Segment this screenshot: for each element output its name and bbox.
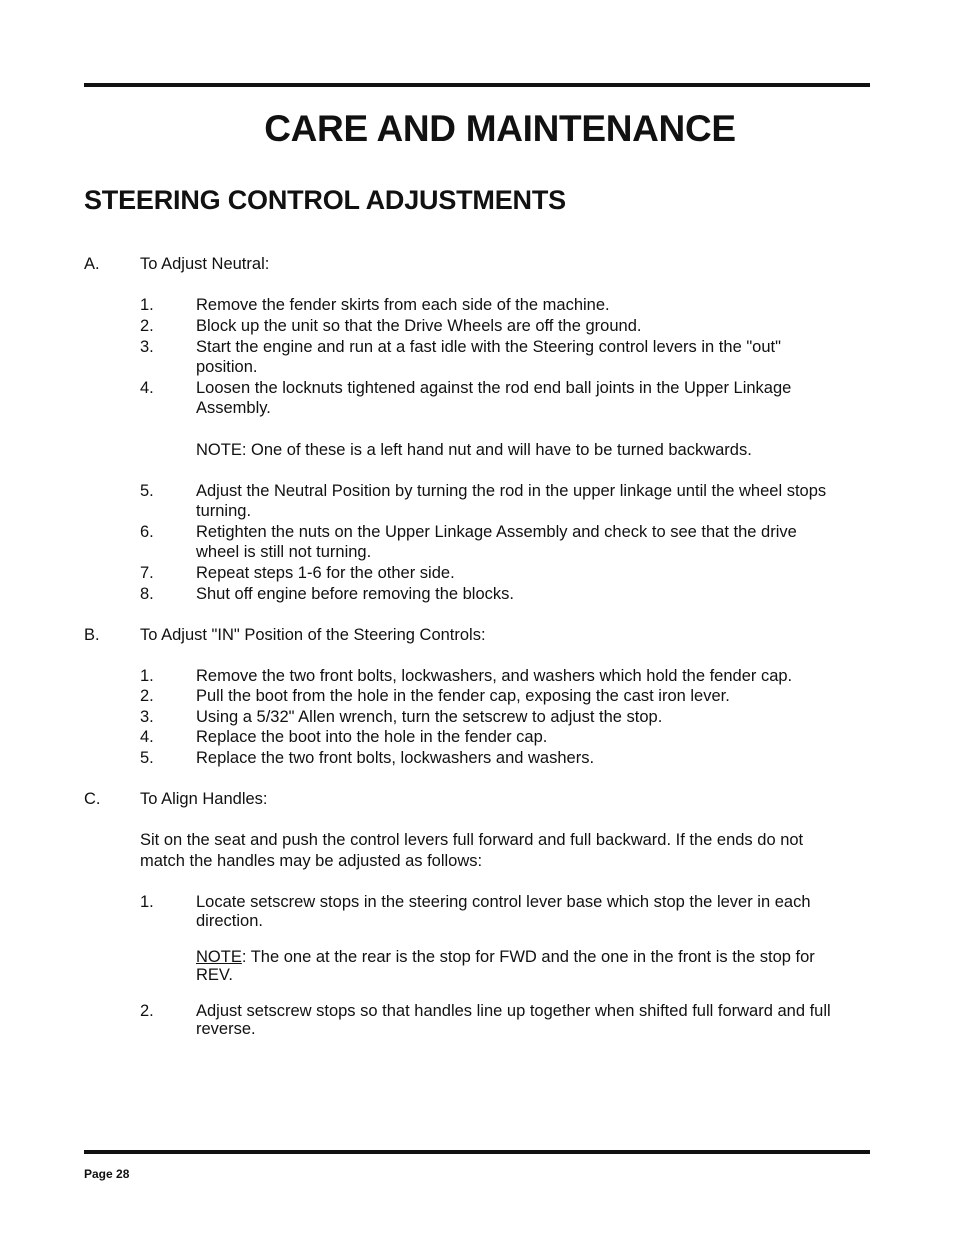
b-item-1-text: Remove the two front bolts, lockwashers, and washers which hold the fender cap. [196,667,793,685]
c-note-cont: REV. [196,966,233,984]
b-item-2-text: Pull the boot from the hole in the fender cap, exposing the cast iron lever. [196,687,730,705]
a-item-1-text: Remove the fender skirts from each side of the machine. [196,296,610,314]
c-item-2-text-cont: reverse. [196,1020,256,1038]
a-note: NOTE: One of these is a left hand nut and will have to be turned backwards. [196,441,752,459]
page-number: Page 28 [84,1167,130,1181]
c-note [196,947,815,967]
page-title: CARE AND MAINTENANCE [264,108,736,149]
c-item-1-num: 1. [140,893,154,911]
c-item-1-text: Locate setscrew stops in the steering control lever base which stop the lever in each [196,893,811,911]
a-item-3-text-cont: position. [196,358,258,376]
bottom-rule [84,1150,870,1154]
a-item-3-text: Start the engine and run at a fast idle with the Steering control levers in the "out" [196,338,781,356]
c-item-2-num: 2. [140,1002,154,1020]
a-item-2-text: Block up the unit so that the Drive Wheels are off the ground. [196,317,642,335]
b-item-4-num: 4. [140,728,154,746]
a-item-4-text: Loosen the locknuts tightened against the rod end ball joints in the Upper Linkage [196,379,792,397]
b-item-2-num: 2. [140,687,154,705]
a-item-7-num: 7. [140,564,154,582]
c-note-text: : The one at the rear is the stop for FWD and the one in the front is the stop for [241,948,815,966]
b-item-5-text: Replace the two front bolts, lockwashers and washers. [196,749,595,767]
a-item-3-num: 3. [140,338,154,356]
b-item-3-num: 3. [140,708,154,726]
c-item-1-text-cont: direction. [196,912,263,930]
b-item-5-num: 5. [140,749,154,767]
section-c-heading: To Align Handles: [140,790,268,808]
section-a-letter: A. [84,255,100,273]
b-item-4-text: Replace the boot into the hole in the fender cap. [196,728,548,746]
section-title: STEERING CONTROL ADJUSTMENTS [84,185,566,215]
a-item-5-text: Adjust the Neutral Position by turning the rod in the upper linkage until the wheel stops [196,482,827,500]
a-item-4-text-cont: Assembly. [196,399,271,417]
section-c-letter: C. [84,790,101,808]
a-item-2-num: 2. [140,317,154,335]
a-item-5-text-cont: turning. [196,502,252,520]
a-item-8-num: 8. [140,585,154,603]
a-item-6-text: Retighten the nuts on the Upper Linkage Assembly and check to see that the drive [196,523,797,541]
a-item-4-num: 4. [140,379,154,397]
a-item-5-num: 5. [140,482,154,500]
a-item-1-num: 1. [140,296,154,314]
c-item-2-text: Adjust setscrew stops so that handles line up together when shifted full forward and full [196,1002,831,1020]
a-item-6-text-cont: wheel is still not turning. [196,543,372,561]
b-item-3-text: Using a 5/32" Allen wrench, turn the setscrew to adjust the stop. [196,708,663,726]
a-item-7-text: Repeat steps 1-6 for the other side. [196,564,455,582]
section-b-heading: To Adjust "IN" Position of the Steering Controls: [140,626,486,644]
c-note-label: NOTE [196,948,242,966]
c-intro-line-2: match the handles may be adjusted as follows: [140,852,483,870]
section-a-heading: To Adjust Neutral: [140,255,270,273]
section-b-letter: B. [84,626,100,644]
b-item-1-num: 1. [140,667,154,685]
c-intro-line-1: Sit on the seat and push the control levers full forward and full backward. If the ends do not [140,831,804,849]
a-item-8-text: Shut off engine before removing the blocks. [196,585,514,603]
a-item-6-num: 6. [140,523,154,541]
